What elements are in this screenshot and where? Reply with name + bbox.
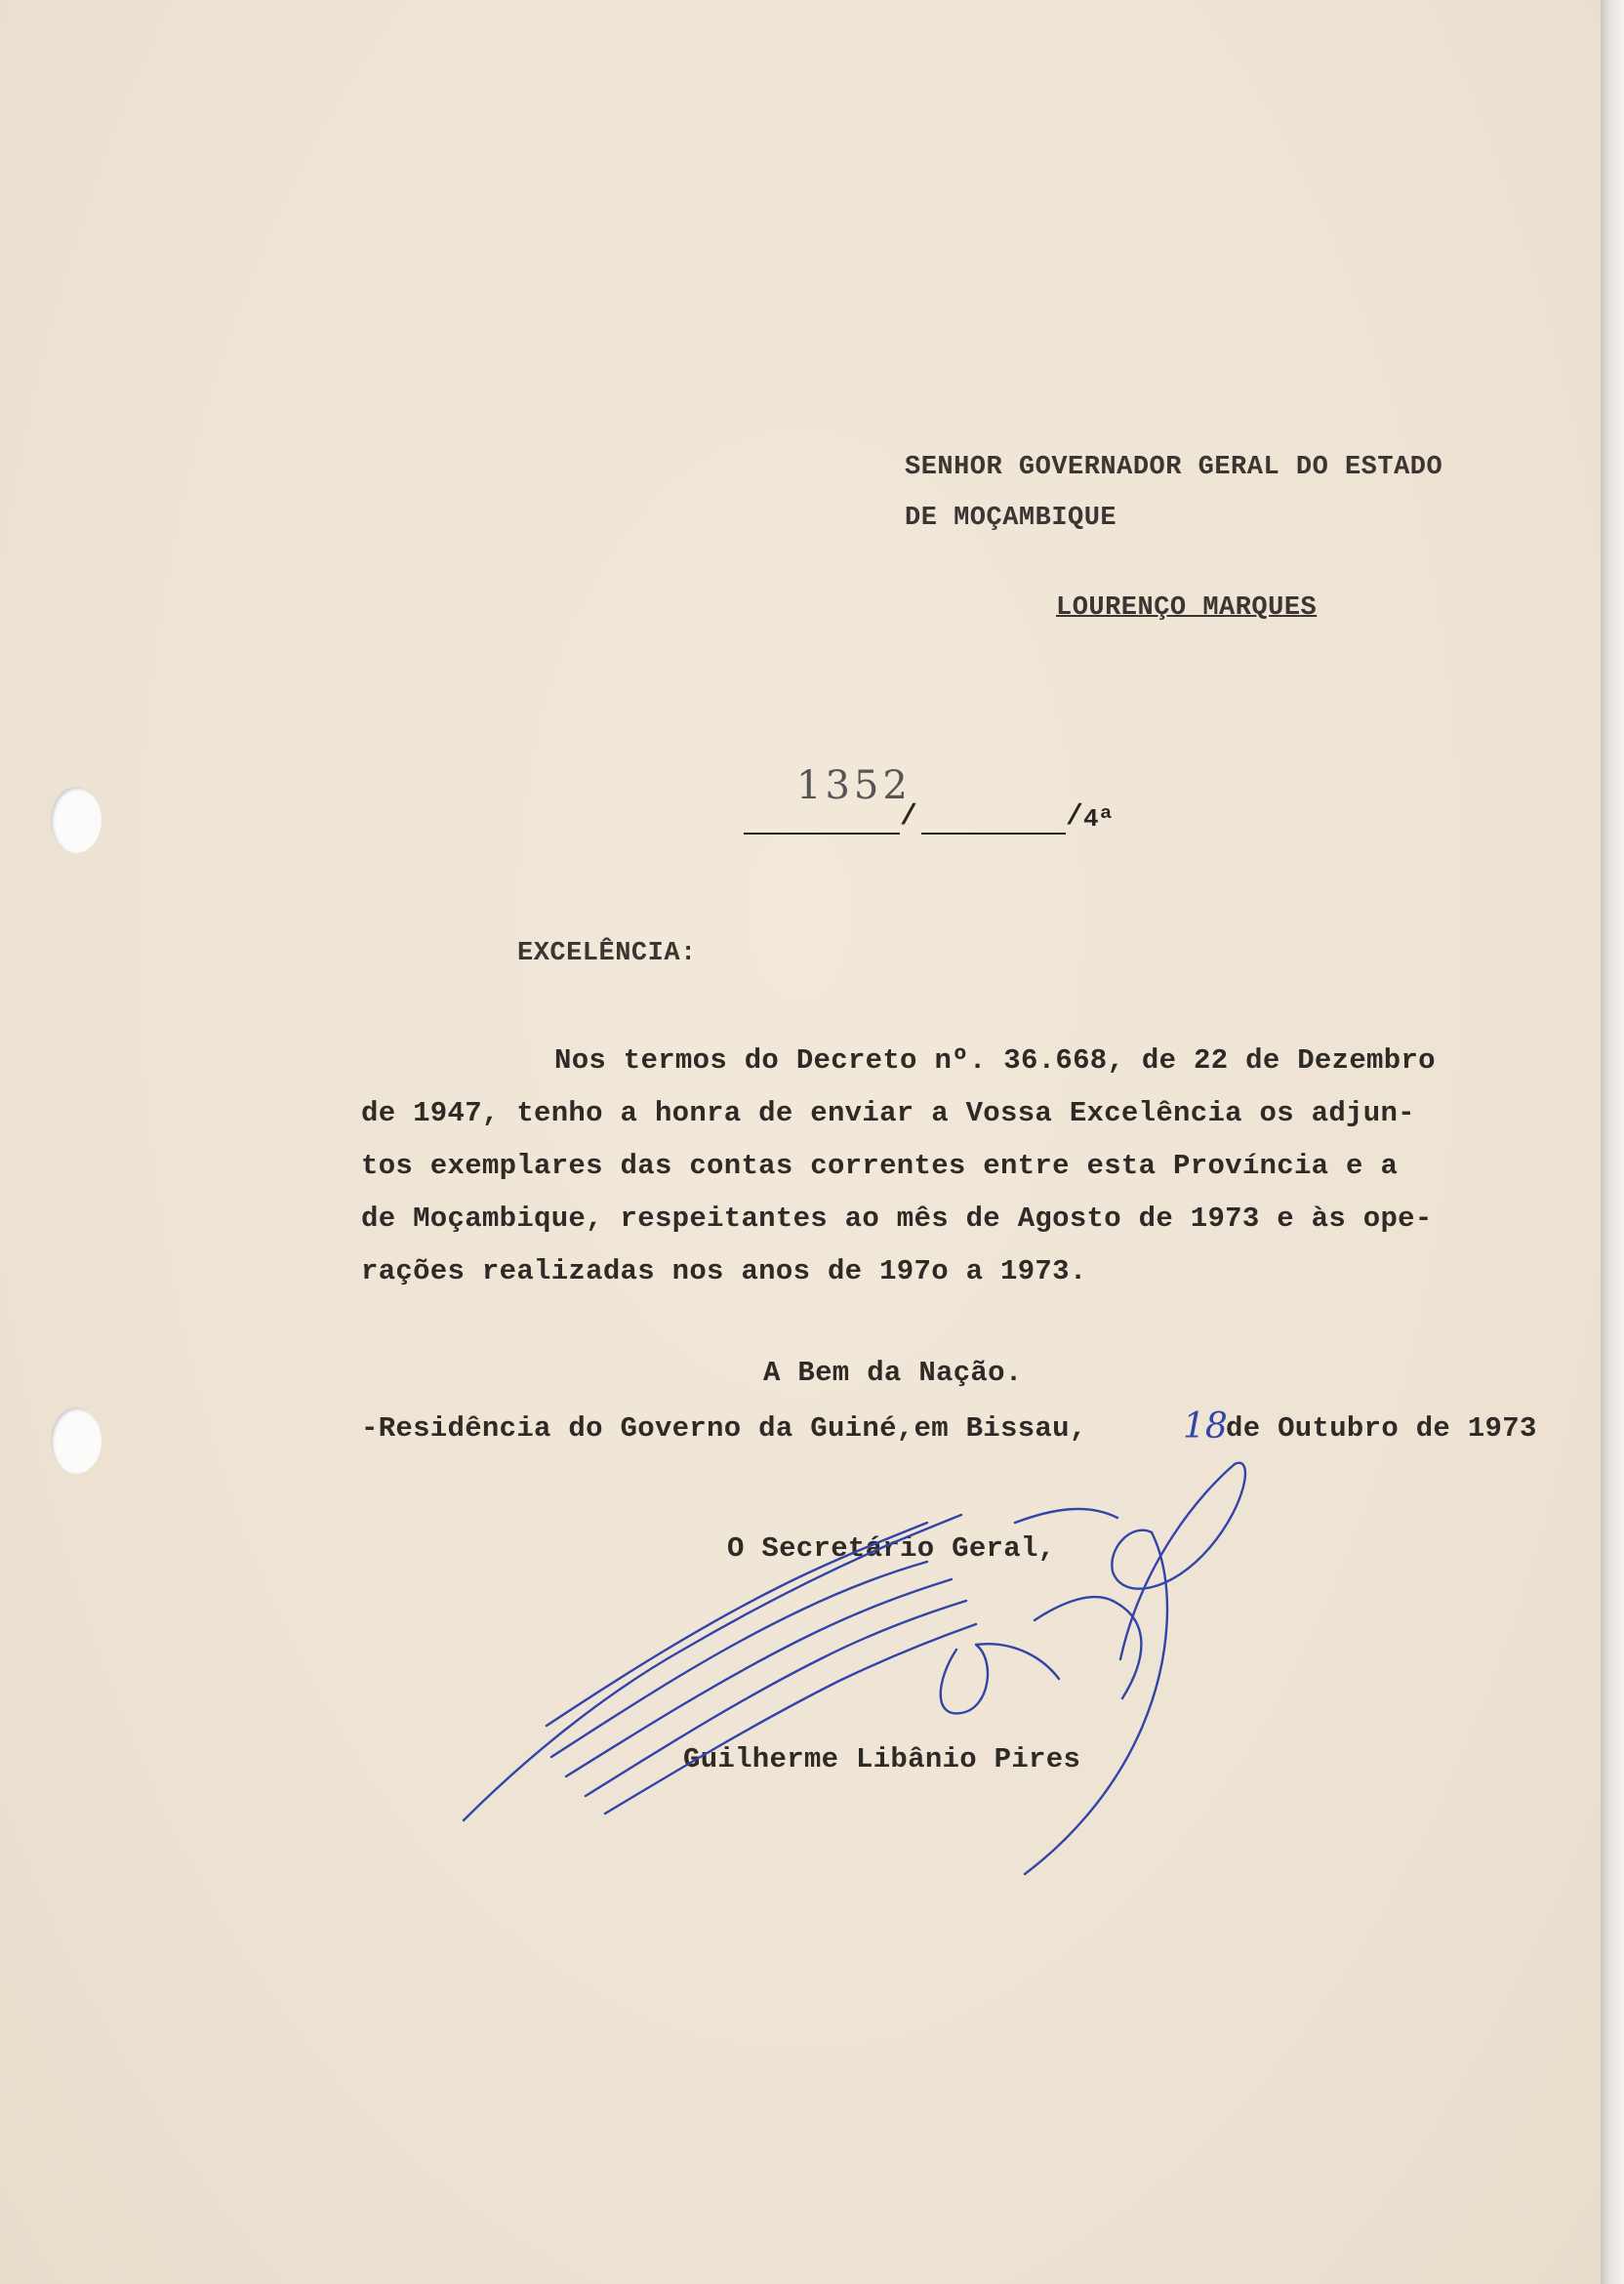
reference-underline-2	[921, 833, 1066, 835]
salutation: EXCELÊNCIA:	[517, 939, 697, 968]
reference-slash-1: /	[900, 800, 918, 834]
signatory-name: Guilherme Libânio Pires	[683, 1743, 1081, 1775]
addressee-line-1: SENHOR GOVERNADOR GERAL DO ESTADO	[905, 453, 1443, 482]
reference-slash-2: /	[1066, 800, 1084, 834]
body-line-3: tos exemplares das contas correntes entre esta Província e a	[361, 1150, 1399, 1182]
body-line-5: rações realizadas nos anos de 197o a 1973.	[361, 1255, 1087, 1287]
closing-motto: A Bem da Nação.	[763, 1357, 1023, 1389]
signatory-title: O Secretário Geral,	[727, 1532, 1056, 1565]
reference-underline-1	[744, 833, 900, 835]
closing-place: -Residência do Governo da Guiné,em Bissau,	[361, 1412, 1087, 1445]
handwritten-day: 18	[1183, 1407, 1228, 1447]
page-edge	[1601, 0, 1624, 2284]
punch-hole-bottom	[51, 1407, 102, 1474]
addressee-city: LOURENÇO MARQUES	[1056, 593, 1318, 623]
punch-hole-top	[51, 787, 102, 853]
body-line-1: Nos termos do Decreto nº. 36.668, de 22 de Dezembro	[554, 1044, 1436, 1077]
reference-suffix: 4ª	[1083, 804, 1115, 834]
body-line-4: de Moçambique, respeitantes ao mês de Agosto de 1973 e às ope-	[361, 1203, 1433, 1235]
body-line-2: de 1947, tenho a honra de enviar a Vossa Excelência os adjun-	[361, 1097, 1415, 1129]
closing-date: de Outubro de 1973	[1226, 1412, 1537, 1445]
addressee-line-2: DE MOÇAMBIQUE	[905, 504, 1117, 533]
reference-number: 1352	[796, 763, 912, 808]
